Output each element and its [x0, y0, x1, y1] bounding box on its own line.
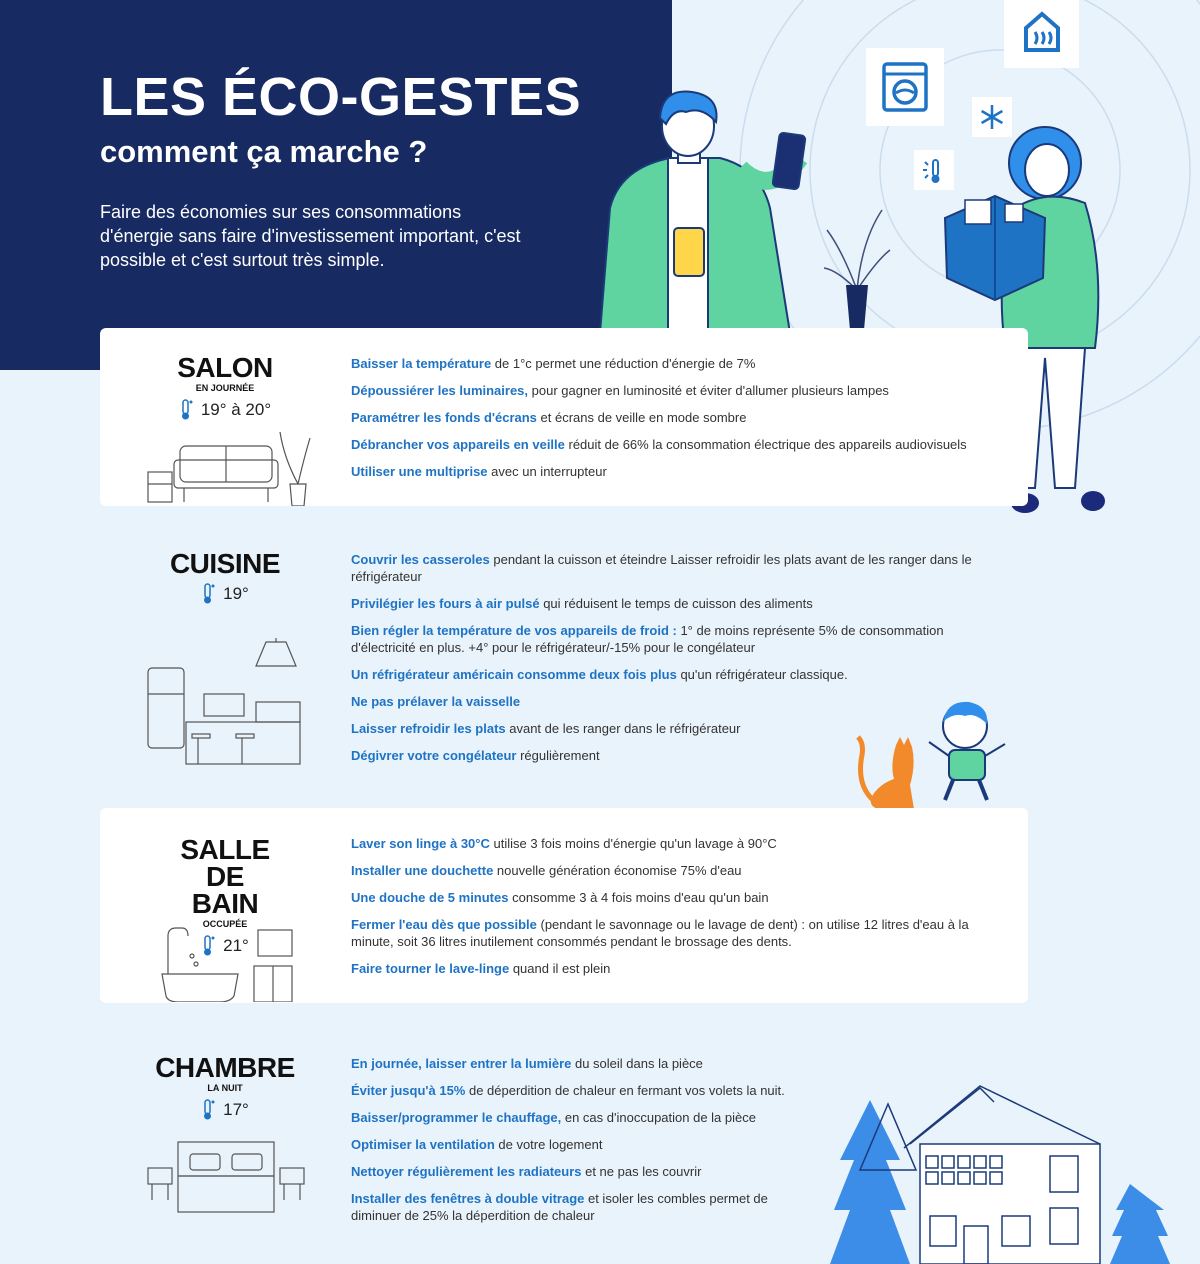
thermometer-icon — [201, 583, 215, 605]
tip-item: Baisser/programmer le chauffage, en cas d'inoccupation de la pièce — [351, 1110, 756, 1125]
temperature — [140, 583, 310, 605]
temperature-value: 19° — [223, 584, 249, 603]
room-header — [140, 550, 310, 605]
tip-item: Privilégier les fours à air pulsé qui réduisent le temps de cuisson des aliments — [351, 596, 813, 611]
tip-item: Optimiser la ventilation de votre logement — [351, 1137, 603, 1152]
tip-item: Faire tourner le lave-linge quand il est plein — [351, 961, 611, 976]
temperature — [140, 399, 310, 421]
tip-item: Laver son linge à 30°C utilise 3 fois moins d'énergie qu'un lavage à 90°C — [351, 836, 777, 851]
tip-item: Utiliser une multiprise avec un interrupteur — [351, 464, 607, 479]
washing-machine-icon — [866, 48, 944, 126]
room-header — [140, 354, 310, 421]
sofa-illustration — [144, 428, 314, 506]
tip-item: Éviter jusqu'à 15% de déperdition de chaleur en fermant vos volets la nuit. — [351, 1083, 785, 1098]
bathroom-illustration — [160, 926, 300, 1002]
tip-item: Couvrir les casseroles pendant la cuisson et éteindre Laisser refroidir les plats avant de les ranger dans le réfrigérateur — [351, 552, 972, 584]
room-name: CUISINE — [169, 548, 281, 579]
room-subtitle: EN JOURNÉE — [195, 383, 255, 393]
thermometer-icon — [201, 1099, 215, 1121]
room-name: SALON — [177, 352, 273, 383]
page-subtitle: comment ça marche ? — [100, 134, 428, 169]
tips-list — [351, 355, 991, 490]
intro-text: Faire des économies sur ses consommations d'énergie sans faire d'investissement important, c'est possible et c'est surtout très simple. — [100, 202, 521, 270]
tip-item: Dépoussiérer les luminaires, pour gagner en luminosité et éviter d'allumer plusieurs lampes — [351, 383, 889, 398]
tip-item: Baisser la température de 1°c permet une réduction d'énergie de 7% — [351, 356, 756, 371]
tip-item: Dégivrer votre congélateur régulièrement — [351, 748, 600, 763]
room-subtitle: LA NUIT — [207, 1083, 243, 1093]
tip-item: Installer une douchette nouvelle génération économise 75% d'eau — [351, 863, 742, 878]
tip-item: Fermer l'eau dès que possible (pendant le savonnage ou le lavage de dent) : on utilise 12 litres d'eau à la minute, soit 36 litres inutilement consommés pendant le brossage des dents. — [351, 917, 969, 949]
room-name: SALLE DE BAIN — [180, 834, 270, 919]
tip-item: En journée, laisser entrer la lumière du soleil dans la pièce — [351, 1056, 703, 1071]
tip-item: Un réfrigérateur américain consomme deux fois plus qu'un réfrigérateur classique. — [351, 667, 848, 682]
tip-item: Une douche de 5 minutes consomme 3 à 4 fois moins d'eau qu'un bain — [351, 890, 769, 905]
tip-item: Laisser refroidir les plats avant de les ranger dans le réfrigérateur — [351, 721, 741, 736]
room-card-salle-de-bain — [100, 808, 1028, 1003]
tip-item: Bien régler la température de vos appareils de froid : 1° de moins représente 5% de consommation d'électricité en plus. +4° pour le réfrigérateur/-15% pour le congélateur — [351, 623, 944, 655]
page-title: LES ÉCO-GESTES — [100, 67, 582, 127]
temperature-value: 21° — [223, 936, 249, 955]
temperature-value: 19° à 20° — [200, 400, 272, 419]
temperature — [140, 1099, 310, 1121]
house-illustration — [830, 1080, 1200, 1264]
room-subtitle: OCCUPÉE — [202, 919, 248, 929]
temperature-value: 17° — [223, 1100, 249, 1119]
room-card-cuisine — [100, 530, 1028, 780]
tip-item: Installer des fenêtres à double vitrage et isoler les combles permet de diminuer de 25% la déperdition de chaleur — [351, 1191, 768, 1223]
tips-list — [351, 835, 991, 987]
bed-illustration — [146, 1140, 306, 1216]
room-name: CHAMBRE — [155, 1052, 295, 1083]
man-illustration — [590, 88, 830, 333]
tip-item: Débrancher vos appareils en veille réduit de 66% la consommation électrique des appareils audiovisuels — [351, 437, 967, 452]
tip-item: Nettoyer régulièrement les radiateurs et ne pas les couvrir — [351, 1164, 702, 1179]
plant-illustration — [822, 190, 892, 330]
room-card-salon — [100, 328, 1028, 506]
hero-banner — [0, 0, 672, 370]
tips-list — [351, 551, 991, 774]
kitchen-illustration — [146, 638, 306, 768]
room-header — [140, 1054, 310, 1121]
thermometer-icon — [179, 399, 193, 421]
house-heating-icon — [1004, 0, 1079, 68]
tip-item: Ne pas prélaver la vaisselle — [351, 694, 521, 709]
tip-item: Paramétrer les fonds d'écrans et écrans de veille en mode sombre — [351, 410, 747, 425]
